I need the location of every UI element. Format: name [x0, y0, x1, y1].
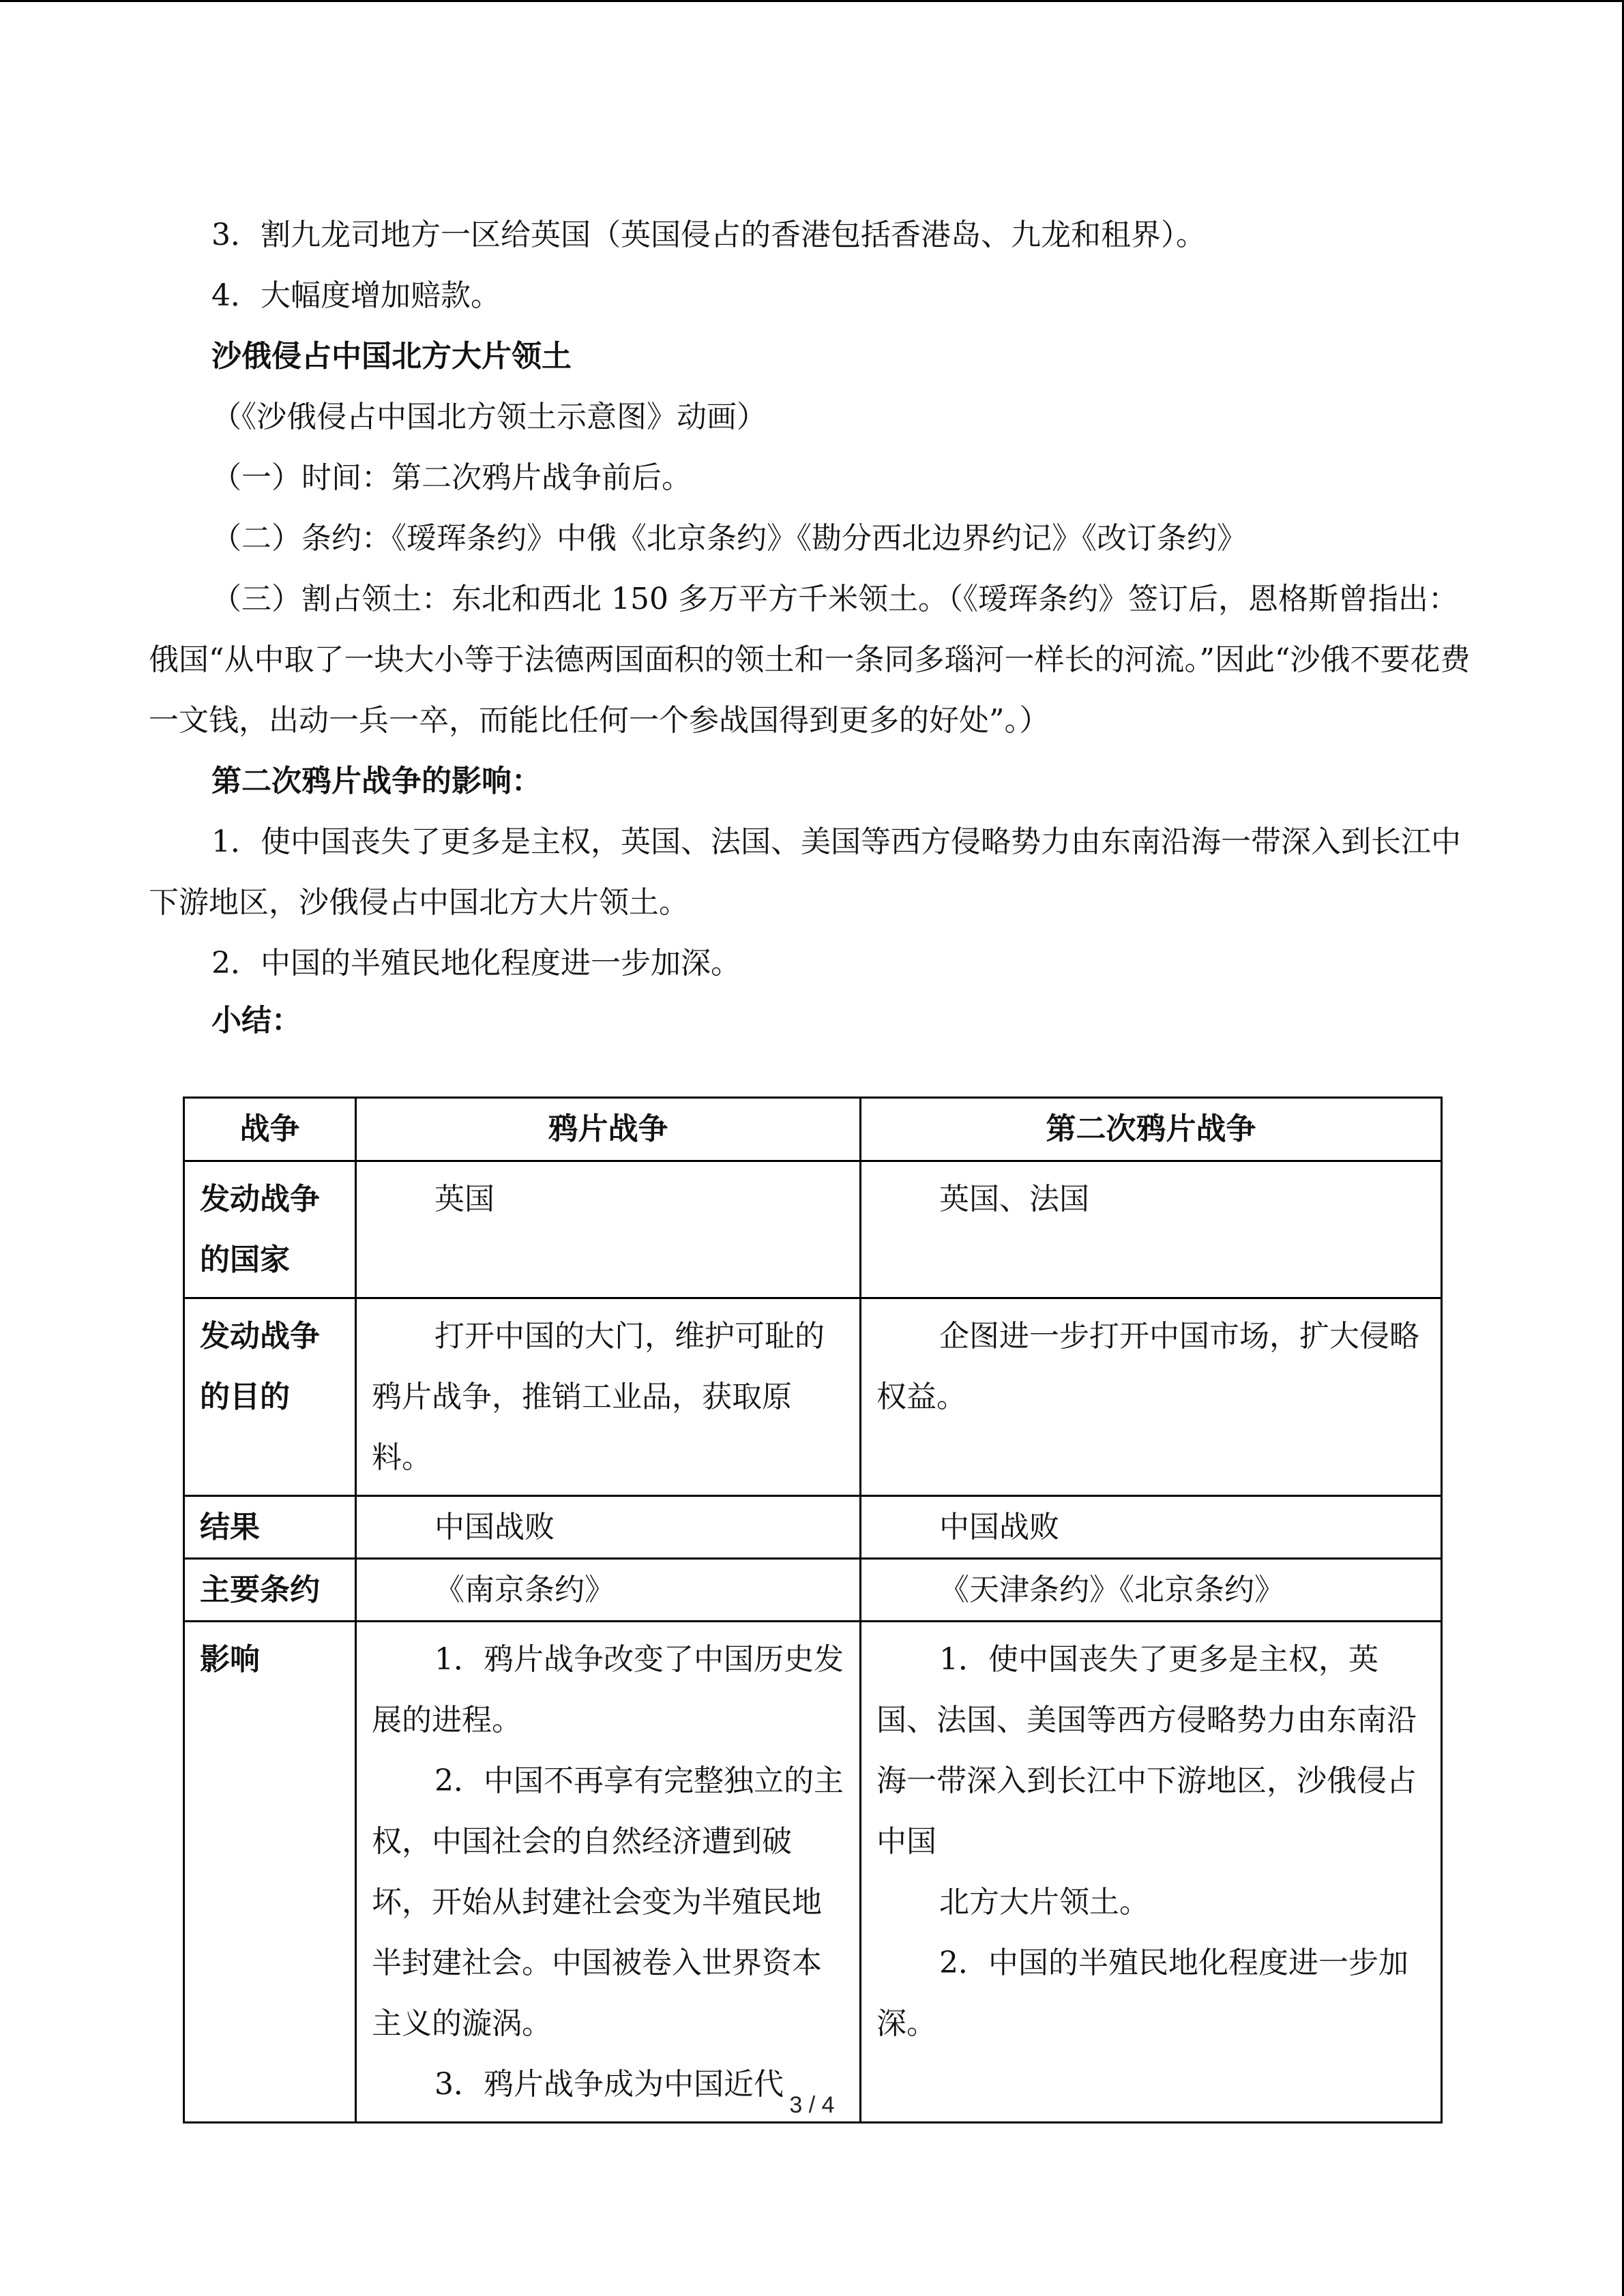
impact-item-1: 1．使中国丧失了更多是主权，英国、法国、美国等西方侵略势力由东南沿海一带深入到长江中下游地区，沙俄侵占中国北方大片领土。 — [149, 824, 1461, 920]
opium-impact-2: 2．中国不再享有完整独立的主权，中国社会的自然经济遭到破坏，开始从封建社会变为半殖民地半封建社会。中国被卷入世界资本主义的漩涡。 — [372, 1763, 844, 2041]
cell-opium-purpose: 打开中国的大门，维护可耻的鸦片战争，推销工业品，获取原料。 — [356, 1298, 861, 1496]
header-second-opium-war: 第二次鸦片战争 — [861, 1098, 1442, 1161]
paragraph-time: （一）时间：第二次鸦片战争前后。 — [211, 460, 692, 495]
cell-second-countries: 英国、法国 — [861, 1161, 1442, 1298]
paragraph-item-3: 3．割九龙司地方一区给英国（英国侵占的香港包括香港岛、九龙和租界）。 — [211, 218, 1206, 252]
table-row — [184, 1298, 1442, 1496]
summary-heading: 小结： — [211, 1003, 301, 1038]
table-header-row — [184, 1098, 1442, 1161]
table-row — [184, 1496, 1442, 1559]
page-border-top — [0, 0, 1624, 2]
second-impact-2: 2．中国的半殖民地化程度进一步加深。 — [876, 1945, 1408, 2041]
section-heading-impact: 第二次鸦片战争的影响： — [211, 764, 542, 799]
table-row — [184, 1161, 1442, 1298]
header-opium-war: 鸦片战争 — [356, 1098, 861, 1161]
summary-table — [183, 1097, 1443, 2123]
table-row — [184, 1622, 1442, 2123]
paragraph-territory: （三）割占领土：东北和西北 150 多万平方千米领土。（《瑷珲条约》签订后，恩格斯曾指出：俄国“从中取了一块大小等于法德两国面积的领土和一条同多瑙河一样长的河流。”因此“沙俄不要花费一文钱，出动一兵一卒，而能比任何一个参战国得到更多的好处”。） — [149, 582, 1471, 738]
opium-impact-3: 3．鸦片战争成为中国近代 — [434, 2067, 784, 2102]
cell-opium-treaties: 《南京条约》 — [356, 1559, 861, 1622]
row-label-countries: 发动战争的国家 — [184, 1161, 356, 1298]
second-impact-1-cont: 北方大片领土。 — [939, 1885, 1149, 1920]
row-label-treaties: 主要条约 — [184, 1559, 356, 1622]
cell-opium-impact — [356, 1622, 861, 2123]
paragraph-item-4: 4．大幅度增加赔款。 — [211, 278, 501, 313]
second-impact-1: 1．使中国丧失了更多是主权，英国、法国、美国等西方侵略势力由东南沿海一带深入到长江中下游地区，沙俄侵占中国 — [876, 1642, 1417, 1859]
table-row — [184, 1559, 1442, 1622]
animation-note: （《沙俄侵占中国北方领土示意图》动画） — [211, 400, 767, 434]
row-label-purpose: 发动战争的目的 — [184, 1298, 356, 1496]
section-heading-russia: 沙俄侵占中国北方大片领土 — [211, 339, 572, 374]
opium-impact-1: 1．鸦片战争改变了中国历史发展的进程。 — [372, 1642, 844, 1738]
cell-opium-countries: 英国 — [356, 1161, 861, 1298]
cell-second-purpose: 企图进一步打开中国市场，扩大侵略权益。 — [861, 1298, 1442, 1496]
paragraph-treaties: （二）条约：《瑷珲条约》中俄《北京条约》《勘分西北边界约记》《改订条约》 — [211, 521, 1247, 556]
cell-second-treaties: 《天津条约》《北京条约》 — [861, 1559, 1442, 1622]
impact-item-2: 2．中国的半殖民地化程度进一步加深。 — [211, 946, 741, 981]
row-label-result: 结果 — [184, 1496, 356, 1559]
page-number: 3 / 4 — [789, 2092, 835, 2118]
cell-second-result: 中国战败 — [861, 1496, 1442, 1559]
row-label-impact: 影响 — [184, 1622, 356, 2123]
header-war: 战争 — [184, 1098, 356, 1161]
document-body — [149, 205, 1475, 1048]
cell-opium-result: 中国战败 — [356, 1496, 861, 1559]
cell-second-impact — [861, 1622, 1442, 2123]
